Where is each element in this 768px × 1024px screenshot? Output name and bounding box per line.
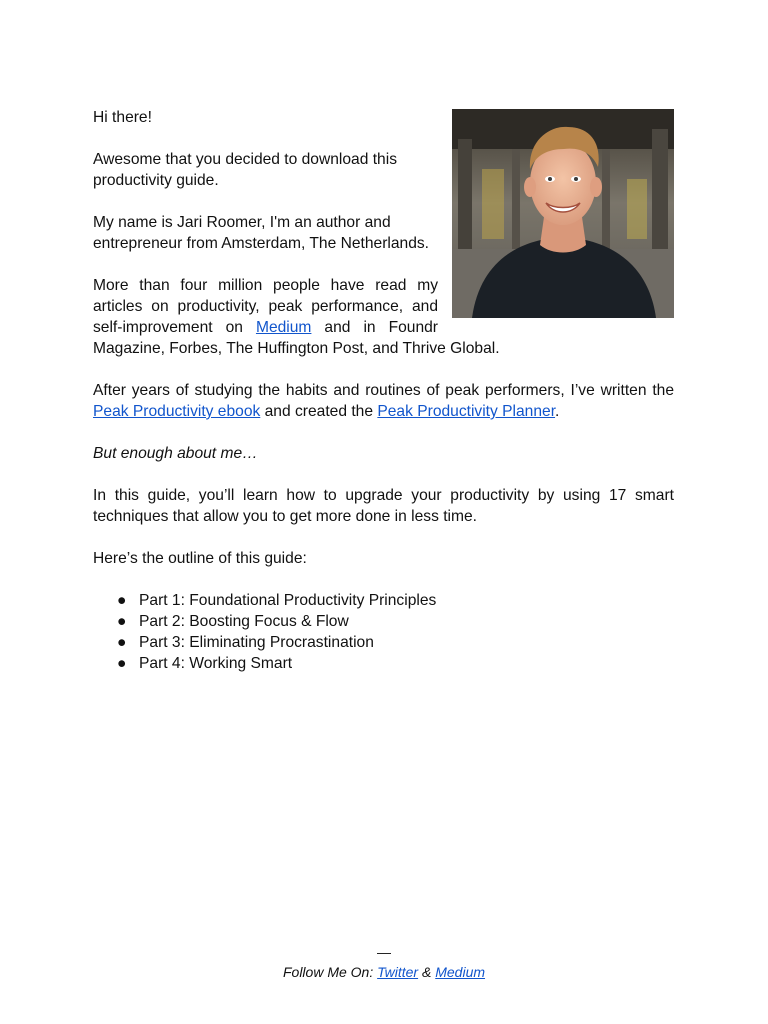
bullet-icon: ● xyxy=(117,655,127,672)
about-paragraph: My name is Jari Roomer, I'm an author and entrepreneur from Amsterdam, The Netherlands. xyxy=(93,214,430,252)
outline-list xyxy=(93,590,674,674)
readers-text-before: More than four million people have read my articles on productivity, peak performance, and self-improvement on xyxy=(93,277,438,336)
footer-ampersand: & xyxy=(418,964,436,980)
follow-me-label: Follow Me On: xyxy=(282,964,378,980)
learn-paragraph: In this guide, you’ll learn how to upgrade your productivity by using 17 smart techniques that allow you to get more done in less time. xyxy=(93,487,674,525)
bullet-icon: ● xyxy=(117,592,127,609)
page-footer xyxy=(0,942,768,982)
list-item-label: Part 2: Boosting Focus & Flow xyxy=(139,613,349,630)
author-photo xyxy=(452,109,674,318)
follow-me-line xyxy=(283,964,485,980)
footer-medium-link[interactable]: Medium xyxy=(435,964,486,980)
list-item xyxy=(117,590,674,611)
medium-link[interactable]: Medium xyxy=(255,319,312,336)
list-item-label: Part 1: Foundational Productivity Principles xyxy=(139,592,437,609)
studies-paragraph xyxy=(93,380,674,422)
list-item xyxy=(117,632,674,653)
greeting-text: Hi there! xyxy=(93,109,152,126)
readers-text-after: and in Foundr Magazine, Forbes, The Huffington Post, and Thrive Global. xyxy=(93,319,500,357)
list-item xyxy=(117,611,674,632)
enough-about-me-text: But enough about me… xyxy=(93,445,258,462)
footer-dash: — xyxy=(377,944,391,960)
peak-productivity-planner-link[interactable]: Peak Productivity Planner xyxy=(377,403,556,420)
twitter-link[interactable]: Twitter xyxy=(377,964,419,980)
list-item xyxy=(117,653,674,674)
bullet-icon: ● xyxy=(117,634,127,651)
bullet-icon: ● xyxy=(117,613,127,630)
list-item-label: Part 4: Working Smart xyxy=(139,655,293,672)
studies-text-middle: and created the xyxy=(260,403,378,420)
outline-intro-text: Here’s the outline of this guide: xyxy=(93,550,307,567)
studies-text-after: . xyxy=(555,403,560,420)
document-body xyxy=(93,107,674,674)
list-item-label: Part 3: Eliminating Procrastination xyxy=(139,634,374,651)
peak-productivity-ebook-link[interactable]: Peak Productivity ebook xyxy=(93,403,261,420)
intro-paragraph: Awesome that you decided to download this productivity guide. xyxy=(93,151,397,189)
studies-text-before: After years of studying the habits and routines of peak performers, I’ve written the xyxy=(93,382,674,399)
